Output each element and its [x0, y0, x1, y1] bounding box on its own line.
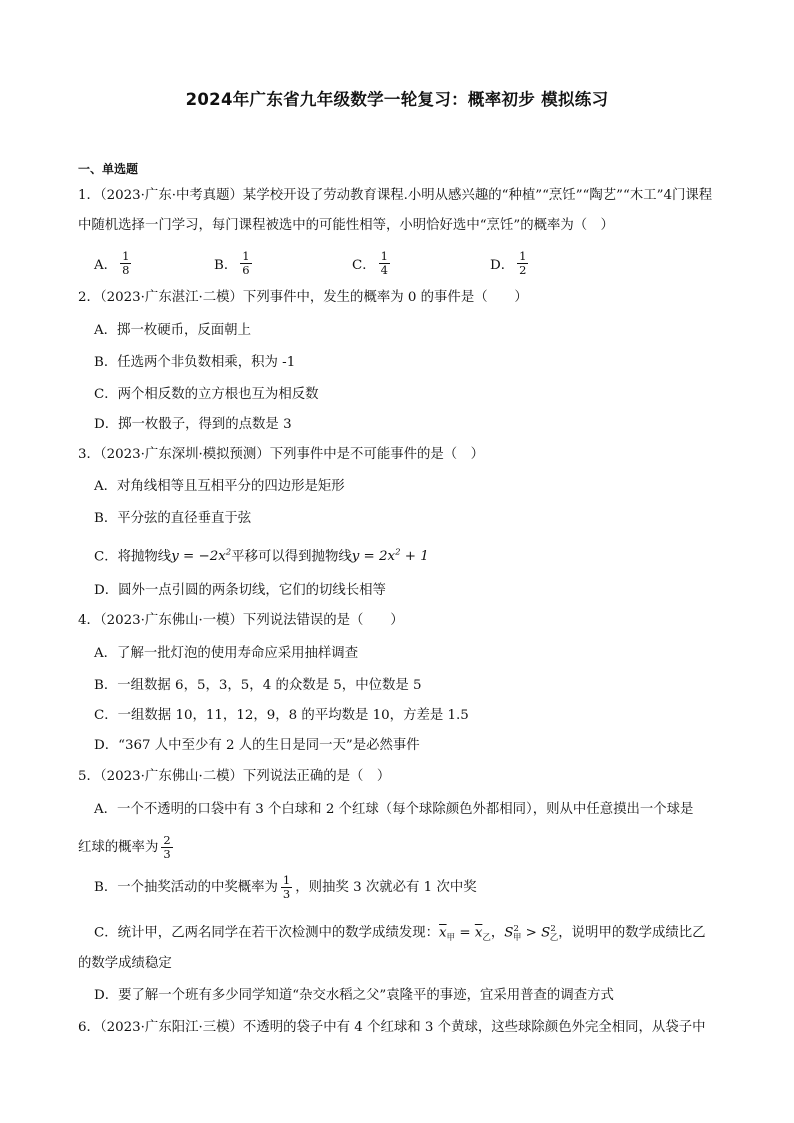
- page-title: 2024年广东省九年级数学一轮复习：概率初步 模拟练习: [185, 90, 609, 109]
- q5-option-b: B．一个抽奖活动的中奖概率为 $\frac{1}{3}$ ，则抽奖 3 次就必有 1 次中奖: [94, 873, 477, 901]
- q5-option-c: C．统计甲，乙两名同学在若干次检测中的数学成绩发现：$\overline{x}_甲 = \overline{x}_乙$，$S^2_甲 > S^2_乙$，说明甲的数学成绩比乙: [94, 924, 706, 944]
- q5-option-a-line1: A．一个不透明的口袋中有 3 个白球和 2 个红球（每个球除颜色外都相同），则从中任意摸出一个球是: [94, 802, 694, 817]
- q4-option-b: B．一组数据 6，5，3，5，4 的众数是 5，中位数是 5: [94, 678, 422, 693]
- q4-option-a: A．了解一批灯泡的使用寿命应采用抽样调查: [94, 646, 359, 661]
- q2-stem: 2．（2023·广东湛江·二模）下列事件中，发生的概率为 0 的事件是（ ）: [78, 290, 528, 305]
- section-heading: 一、单选题: [78, 162, 139, 176]
- q3-option-a: A．对角线相等且互相平分的四边形是矩形: [94, 479, 345, 494]
- q1-option-a: A． $\frac{1}{8}$: [94, 249, 130, 277]
- fraction: $\frac{1}{3}$: [282, 873, 291, 901]
- q5-option-a-line2: 红球的概率为 $\frac{2}{3}$: [78, 833, 171, 861]
- q3-option-d: D．圆外一点引圆的两条切线，它们的切线长相等: [94, 583, 386, 598]
- q1-line2: 中随机选择一门学习，每门课程被选中的可能性相等，小明恰好选中“烹饪”的概率为（ ）: [78, 218, 614, 233]
- fraction: $\frac{1}{4}$: [380, 249, 388, 277]
- mean-symbol: $\overline{x}$: [474, 925, 483, 941]
- math-expression: $y = 2x^2 + 1$: [351, 548, 429, 565]
- q4-option-c: C．一组数据 10，11，12，9，8 的平均数是 10，方差是 1.5: [94, 708, 469, 723]
- q1-option-d: D． $\frac{1}{2}$: [490, 249, 527, 277]
- q1-line1: 1．（2023·广东·中考真题）某学校开设了劳动教育课程.小明从感兴趣的“种植”“烹饪”“陶艺”“木工”4门课程: [78, 188, 713, 203]
- q2-option-d: D．掷一枚骰子，得到的点数是 3: [94, 417, 292, 432]
- q1-option-b: B． $\frac{1}{6}$: [214, 249, 250, 277]
- fraction: $\frac{1}{8}$: [122, 249, 130, 277]
- q2-option-c: C．两个相反数的立方根也互为相反数: [94, 387, 319, 402]
- math-expression: $y = -2x^2$: [171, 548, 232, 565]
- fraction: $\frac{2}{3}$: [163, 833, 171, 861]
- fraction: $\frac{1}{6}$: [242, 249, 250, 277]
- q6-stem: 6．（2023·广东阳江·三模）不透明的袋子中有 4 个红球和 3 个黄球，这些球除颜色外完全相同，从袋子中: [78, 1020, 706, 1035]
- q2-option-a: A．掷一枚硬币，反面朝上: [94, 323, 251, 338]
- q2-option-b: B．任选两个非负数相乘，积为 -1: [94, 355, 296, 370]
- q5-option-d: D．要了解一个班有多少同学知道“杂交水稻之父”袁隆平的事迹，宜采用普查的调查方式: [94, 988, 614, 1003]
- variance-symbol: S: [504, 925, 514, 941]
- q4-stem: 4．（2023·广东佛山·一模）下列说法错误的是（ ）: [78, 613, 404, 628]
- q1-option-c: C． $\frac{1}{4}$: [352, 249, 388, 277]
- q5-stem: 5．（2023·广东佛山·二模）下列说法正确的是（ ）: [78, 769, 391, 784]
- mean-symbol: $\overline{x}$: [439, 925, 447, 941]
- q5-option-c-line2: 的数学成绩稳定: [78, 956, 172, 971]
- q3-option-b: B．平分弦的直径垂直于弦: [94, 511, 252, 526]
- fraction: $\frac{1}{2}$: [519, 249, 527, 277]
- q4-option-d: D．“367 人中至少有 2 人的生日是同一天”是必然事件: [94, 738, 420, 753]
- variance-symbol: S: [541, 925, 551, 941]
- q3-option-c: C．将抛物线$y = -2x^2$平移可以得到抛物线$y = 2x^2 + 1$: [94, 548, 429, 565]
- q3-stem: 3．（2023·广东深圳·模拟预测）下列事件中是不可能事件的是（ ）: [78, 447, 484, 462]
